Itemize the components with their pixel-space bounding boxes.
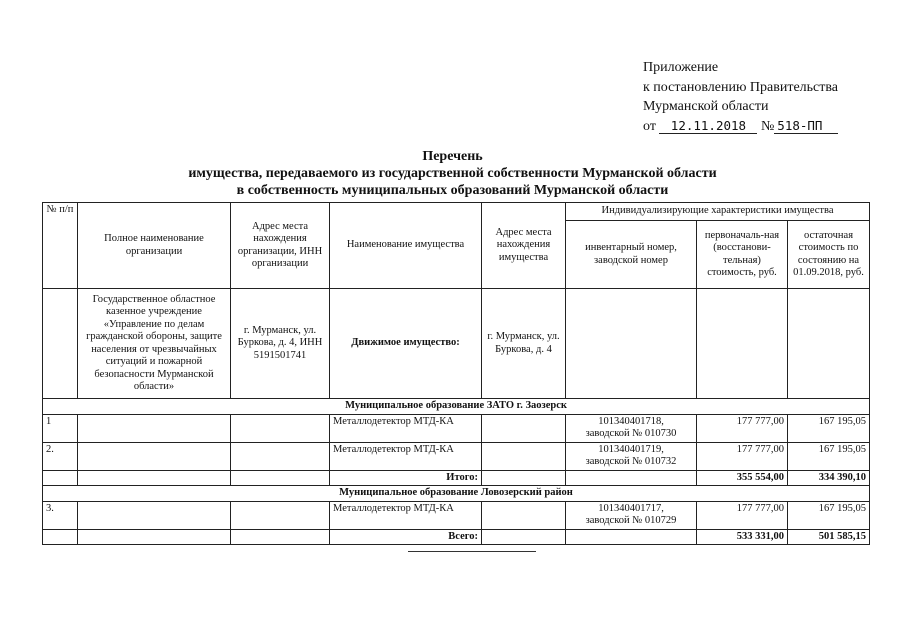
subtotal-row xyxy=(43,470,870,486)
section-title-zaozersk: Муниципальное образование ЗАТО г. Заозерск xyxy=(43,399,870,415)
row-empty-property-address xyxy=(482,414,566,442)
row-serial-number: заводской № 010729 xyxy=(585,515,677,526)
row-residual-cost: 167 195,05 xyxy=(788,414,870,442)
property-type: Движимое имущество: xyxy=(330,289,482,399)
row-num: 3. xyxy=(43,501,78,529)
total-initial: 533 331,00 xyxy=(697,529,788,545)
row-empty-address xyxy=(231,501,330,529)
row-num: 1 xyxy=(43,414,78,442)
subtotal-residual: 334 390,10 xyxy=(788,470,870,486)
resolution-date: 12.11.2018 xyxy=(659,118,757,134)
row-residual-cost: 167 195,05 xyxy=(788,501,870,529)
header-residual-cost: остаточная стоимость по состоянию на 01.09.2018, руб. xyxy=(788,221,870,289)
total-row xyxy=(43,529,870,545)
appendix-header xyxy=(643,58,838,136)
subtotal-empty-1 xyxy=(43,470,78,486)
org-row-num xyxy=(43,289,78,399)
header-org-name: Полное наименование организации xyxy=(78,203,231,289)
header-characteristics: Индивидуализирующие характеристики имущества xyxy=(566,203,870,221)
row-property-name: Металлодетектор МТД-КА xyxy=(330,442,482,470)
subtotal-empty-3 xyxy=(231,470,330,486)
appendix-resolution: к постановлению Правительства xyxy=(643,79,839,95)
appendix-date-line xyxy=(643,117,838,137)
row-initial-cost: 177 777,00 xyxy=(697,414,788,442)
row-inventory xyxy=(566,501,697,529)
row-serial-number: заводской № 010730 xyxy=(585,428,677,439)
total-empty-4 xyxy=(482,529,566,545)
title-line-1: Перечень xyxy=(422,149,483,164)
row-empty-property-address xyxy=(482,501,566,529)
total-empty-2 xyxy=(78,529,231,545)
row-initial-cost: 177 777,00 xyxy=(697,501,788,529)
row-residual-cost: 167 195,05 xyxy=(788,442,870,470)
header-initial-cost: первоначаль-ная (восстанови-тельная) стоимость, руб. xyxy=(697,221,788,289)
closing-divider xyxy=(408,551,536,552)
row-inventory xyxy=(566,442,697,470)
org-address: г. Мурманск, ул. Буркова, д. 4, ИНН 5191501741 xyxy=(231,289,330,399)
org-row xyxy=(43,289,870,399)
total-empty-5 xyxy=(566,529,697,545)
row-empty-org xyxy=(78,442,231,470)
document-title xyxy=(0,148,905,199)
row-inventory-number: 101340401719, xyxy=(598,443,664,455)
subtotal-empty-4 xyxy=(482,470,566,486)
row-serial-number: заводской № 010732 xyxy=(585,456,677,467)
org-name: Государственное областное казенное учреждение «Управление по делам гражданской обороны, защите населения от чрезвычайных ситуаций и пожарной безопасности Мурманской области» xyxy=(78,289,231,399)
number-prefix: № xyxy=(760,118,775,134)
row-empty-org xyxy=(78,501,231,529)
total-residual: 501 585,15 xyxy=(788,529,870,545)
row-empty-address xyxy=(231,414,330,442)
row-property-name: Металлодетектор МТД-КА xyxy=(330,501,482,529)
appendix-title: Приложение xyxy=(643,60,719,75)
row-initial-cost: 177 777,00 xyxy=(697,442,788,470)
table-row xyxy=(43,501,870,529)
total-empty-1 xyxy=(43,529,78,545)
row-num: 2. xyxy=(43,442,78,470)
header-property-address: Адрес места нахождения имущества xyxy=(482,203,566,289)
header-num: № п/п xyxy=(43,203,78,289)
row-inventory-number: 101340401718, xyxy=(598,415,664,427)
row-inventory-number: 101340401717, xyxy=(598,502,664,514)
title-line-2: имущества, передаваемого из государственной собственности Мурманской области xyxy=(188,166,717,181)
date-prefix: от xyxy=(643,118,656,134)
section-title-lovozero: Муниципальное образование Ловозерский район xyxy=(43,486,870,502)
table-row xyxy=(43,414,870,442)
title-line-3: в собственность муниципальных образований Мурманской области xyxy=(236,183,669,198)
subtotal-empty-5 xyxy=(566,470,697,486)
total-empty-3 xyxy=(231,529,330,545)
header-org-address: Адрес места нахождения организации, ИНН организации xyxy=(231,203,330,289)
row-empty-address xyxy=(231,442,330,470)
row-inventory xyxy=(566,414,697,442)
property-table xyxy=(42,202,870,545)
subtotal-label: Итого: xyxy=(330,470,482,486)
table-row xyxy=(43,442,870,470)
subtotal-initial: 355 554,00 xyxy=(697,470,788,486)
header-property-name: Наименование имущества xyxy=(330,203,482,289)
row-empty-org xyxy=(78,414,231,442)
total-label: Всего: xyxy=(330,529,482,545)
row-property-name: Металлодетектор МТД-КА xyxy=(330,414,482,442)
resolution-number: 518-ПП xyxy=(774,118,838,134)
header-inventory: инвентарный номер, заводской номер xyxy=(566,221,697,289)
org-row-empty-1 xyxy=(566,289,697,399)
org-row-empty-2 xyxy=(697,289,788,399)
appendix-region: Мурманской области xyxy=(643,99,769,114)
property-address: г. Мурманск, ул. Буркова, д. 4 xyxy=(482,289,566,399)
subtotal-empty-2 xyxy=(78,470,231,486)
row-empty-property-address xyxy=(482,442,566,470)
org-row-empty-3 xyxy=(788,289,870,399)
